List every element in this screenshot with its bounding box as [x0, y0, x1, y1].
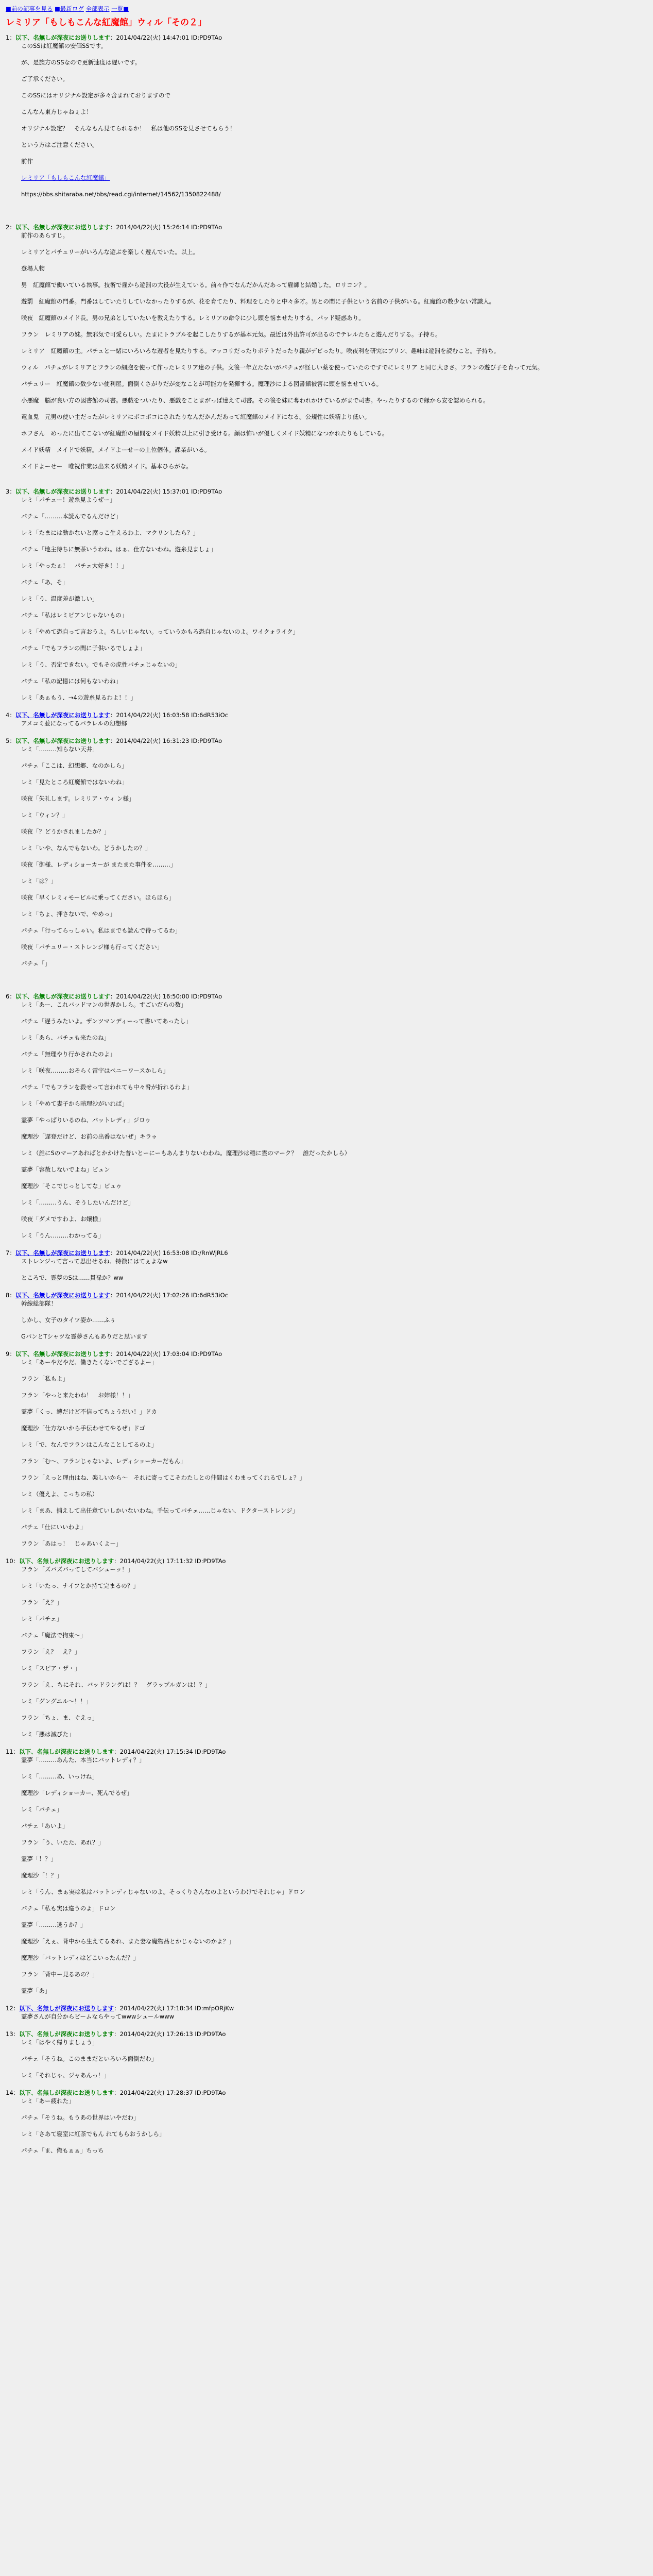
post-line: パチェ「私の記憶には何もないわね」	[21, 677, 122, 685]
post-line: レミ「パチェ」	[21, 1615, 63, 1622]
post-line: レミ「う、温度差が激しい」	[21, 595, 98, 602]
post-number: 7	[6, 1249, 10, 1257]
post-line: ところで、霊夢のSは……貫禄か？ww	[21, 1274, 124, 1281]
post-date: 2014/04/22(火) 17:02:26	[116, 1292, 190, 1299]
post-author-name: 以下、名無しが深夜にお送りします	[15, 1350, 110, 1358]
post-link[interactable]: レミリア「もしもこんな紅魔館」	[21, 174, 110, 181]
post-author-name: 以下、名無しが深夜にお送りします	[15, 737, 110, 744]
post-line: フラン「む〜、フランじゃないよ、レディショーカーだもん」	[21, 1458, 186, 1465]
spacer	[6, 984, 647, 992]
post-id: ID:PD9TAo	[191, 488, 222, 495]
post-line: レミ「あー、これバッドマンの世界かしら。すごいだらの数」	[21, 1001, 187, 1008]
post-body	[6, 1359, 647, 1548]
post-number: 9	[6, 1350, 10, 1358]
post-line: パチェ「行ってらっしゃい。私はまでも読んで待ってるわ」	[21, 927, 181, 934]
post-line: レミ（優えよ、こっちの私）	[21, 1490, 98, 1498]
post-date: 2014/04/22(火) 17:11:32	[119, 1557, 193, 1565]
post-line: レミ「はやく帰りましょう」	[21, 2039, 98, 2046]
post	[6, 710, 647, 727]
post-line: パチェ「でもフランの間に子供いるでしょよ」	[21, 645, 146, 652]
post-separator: ：	[13, 2089, 20, 2096]
post	[6, 479, 647, 702]
spacer	[6, 207, 647, 215]
post-line: https://bbs.shitaraba.net/bbs/read.cgi/internet/14562/1350822488/	[21, 191, 221, 198]
post-line: 咲夜「御様、レディショーカーが またまた事件を………」	[21, 861, 177, 868]
post-line: レミ「たまには動かないと腐っこ生えるわよ、マクリンしたら？」	[21, 529, 199, 536]
post-line: 咲夜「早くレミィモービルに乗ってください。ほらほら」	[21, 894, 175, 901]
post-line: 咲夜「パチュリー・ストレンジ様も行ってください」	[21, 943, 163, 951]
post-line	[21, 174, 647, 182]
post-body	[6, 2097, 647, 2155]
post-separator: ：	[9, 737, 15, 744]
post-line: 咲夜「？どうかされましたか？」	[21, 828, 110, 835]
post-separator: ：	[114, 1557, 120, 1565]
post-line: 霊夢「容赦しないでよね」ビュン	[21, 1166, 110, 1173]
post-author-name: 以下、名無しが深夜にお送りします	[19, 1557, 114, 1565]
post-body	[6, 1566, 647, 1738]
post-line: ホフさん めったに出てこないが紅魔館の屋間をメイド妖精以上に引き受ける。顔は怖いが優しくメイド妖精になつかれたりもしている。	[21, 430, 388, 437]
post-separator: ：	[13, 2005, 20, 2012]
post-line: レミ「パチュー！遊糸見ようぜー」	[21, 496, 116, 503]
post-separator: ：	[110, 1249, 116, 1257]
post-id: ID:PD9TAo	[191, 993, 222, 1000]
post-list	[6, 33, 647, 2155]
post-line: パチェ「ここは、幻想郷、なのかしら」	[21, 762, 128, 769]
post-author-name: 以下、名無しが深夜にお送りします	[19, 2030, 114, 2038]
top-navigation	[6, 4, 647, 13]
post-number: 5	[6, 737, 10, 744]
post-separator: ：	[114, 2005, 120, 2012]
post-line: アメコミ並になってるパラレルの幻想郷	[21, 720, 128, 727]
post-author-name: 以下、名無しが深夜にお送りします	[15, 993, 110, 1000]
post-line: パチェ「私はレミピアンじゃないもの」	[21, 612, 128, 619]
spacer	[6, 215, 647, 223]
post-line: パチェ「魔法で拘束〜」	[21, 1632, 87, 1639]
post-line: 霊夢「やっぱりいるのね、バットレディ」ジロゥ	[21, 1116, 151, 1124]
post-author-name: 以下、名無しが深夜にお送りします	[19, 1748, 114, 1755]
post-line: フラン「背中ー見るあの？」	[21, 1971, 98, 1978]
post-line: レミ「ウィン？」	[21, 811, 68, 819]
post-number: 2	[6, 224, 10, 231]
post-line: レミ「悪は滅びた」	[21, 1731, 75, 1738]
post-separator: ：	[110, 224, 116, 231]
post-line: 魔理沙「遅登だけど、お前の出番はないぜ」キラゥ	[21, 1133, 158, 1140]
post-separator: ：	[110, 993, 116, 1000]
post-line: レミ「やったぁ！ パチェ大好き！！」	[21, 562, 128, 569]
post-line: フラン「やっと来たわね！ お姉様！！」	[21, 1392, 134, 1399]
post-line: レミリアとパチュリーがいろんな遊ぶを楽しく遊んでいた。以上。	[21, 248, 199, 256]
post-line: レミ「で、なんでフランはこんなことしてるのよ」	[21, 1441, 158, 1448]
post-line: パチェ「あいよ」	[21, 1822, 68, 1829]
post-line: 前作	[21, 158, 33, 165]
post-header	[6, 1747, 647, 1756]
post-line: フラン「え、ちにそれ、バッドラングは！？ グラップルガンは！？」	[21, 1681, 211, 1688]
show-all-link[interactable]: 全部表示	[85, 5, 110, 12]
post-line: フラン「あはっ！ じゃあいくよー」	[21, 1540, 122, 1547]
post-date: 2014/04/22(火) 17:18:34	[119, 2005, 193, 2012]
post-line: 霊夢「………あんた、本当にバットレディ？」	[21, 1756, 145, 1764]
post-line: レミ「あーやだやだ、働きたくないでござるよー」	[21, 1359, 158, 1366]
post-separator: ：	[110, 1350, 116, 1358]
post-line: 咲夜「失礼します。レミリア・ウィ ン様」	[21, 795, 135, 802]
post-line: パチェ「………本読んでるんだけど」	[21, 513, 122, 520]
post-line: パチェ「無理やり行かされたのよ」	[21, 1050, 116, 1058]
post-line: フラン「ちょ、ま、ぐえっ」	[21, 1714, 98, 1721]
post-line: 幹線総部隊！	[21, 1300, 57, 1307]
post-line: レミ「いや、なんでもないわ。どうかしたの？」	[21, 844, 151, 852]
post-line: フラン レミリアの妹。無邪気で可愛らしい。たまにトラブルを起こしたりするが基本元気。最近は外出許可が出るのでテレルたちと遊んだりする。子持ち。	[21, 331, 441, 338]
post-line: パチュリー 紅魔館の数少ない使利屋。面倒くさがりだが変なことが可能力を発揮する。魔理沙による図書館被害に頭を悩ませている。	[21, 380, 383, 387]
post-separator: ：	[9, 488, 15, 495]
post-separator: ：	[9, 224, 15, 231]
post	[6, 1248, 647, 1282]
post-line: レミ「見たところ紅魔館ではないわね」	[21, 778, 128, 786]
post-line: フラン「え？ え？」	[21, 1648, 80, 1655]
post-line: 登場人物	[21, 265, 45, 272]
post-date: 2014/04/22(火) 17:03:04	[116, 1350, 190, 1358]
post-id: ID:PD9TAo	[191, 34, 222, 41]
post-line: レミ「………知らない天井」	[21, 745, 98, 753]
post-line: フラン「え？」	[21, 1599, 63, 1606]
thread-title: レミリア「もしもこんな紅魔館」ウィル「その２」	[6, 18, 207, 28]
post	[6, 1747, 647, 1995]
post-body	[6, 1258, 647, 1282]
post-line: レミリア 紅魔館の主。パチュと一緒にいろいろな遊者を見たりする。マッコリだったりポテトだったり親がデビったり。咲夜利を研究にプリン、趣味は遊罰を読むこと。子持ち。	[21, 347, 500, 354]
spacer	[6, 479, 647, 487]
post-number: 13	[6, 2030, 13, 2038]
post-line: 霊夢「くっ、縛だけど不信ってちょうだい！」ドカ	[21, 1408, 157, 1415]
post-line: レミ「グングニル〜！！」	[21, 1698, 92, 1705]
post-body	[6, 42, 647, 198]
post-separator: ：	[110, 711, 116, 719]
post-line: パチェ「ま、俺もぁぁ」ちっち	[21, 2147, 104, 2154]
post-header	[6, 1556, 647, 1566]
post-date: 2014/04/22(火) 15:26:14	[116, 224, 190, 231]
post-id: ID:PD9TAo	[191, 737, 222, 744]
post-date: 2014/04/22(火) 16:50:00	[116, 993, 190, 1000]
post-id: ID:PD9TAo	[191, 224, 222, 231]
post-line: レミ「う、否定できない。でもその虎性パチェじゃないの」	[21, 661, 181, 668]
post-date: 2014/04/22(火) 14:47:01	[116, 34, 190, 41]
post-author-name[interactable]: 以下、名無しが深夜にお送りします	[15, 1249, 110, 1257]
post-line: レミ「あぁもう、→4の遊糸見るわよ！！」	[21, 694, 136, 701]
post-line: 霊夢「………逃うか？」	[21, 1921, 87, 1928]
post-line: オリジナル設定？ そんなもん見てられるか！ 私は他のSSを見させてもらう！	[21, 125, 236, 132]
post-line: このSSは紅魔館の安価SSです。	[21, 42, 107, 49]
post-line: レミ「まあ、捕えして出任意ていしかいないわね。手伝ってパチェ……じゃない、ドクターストレンジ」	[21, 1507, 299, 1514]
post-header	[6, 2004, 647, 2013]
post-line: 魔理沙「レディショーカー、死んでるぜ」	[21, 1789, 133, 1797]
post-separator: ：	[9, 1292, 15, 1299]
post	[6, 2004, 647, 2021]
post-line: パチェ「そうね。このままだといろいろ面倒だわ」	[21, 2055, 158, 2062]
post-body	[6, 720, 647, 727]
post-line: ウィル パチュがレミリアとフランの細胞を使って作ったレミリア達の子供。文後一年立たないがパチュが怪しい薬を使っていたのですでにレミリア と同じ大きさ。フランの遊び子を育って元気。	[21, 364, 544, 371]
post-body	[6, 232, 647, 470]
post-author-name[interactable]: 以下、名無しが深夜にお送りします	[15, 1292, 110, 1299]
list-link[interactable]: 一覧■	[111, 5, 129, 12]
post-line: が、是族方のSSなので更新速度は遅いです。	[21, 59, 141, 66]
post-number: 1	[6, 34, 10, 41]
post	[6, 976, 647, 1240]
post-date: 2014/04/22(火) 16:31:23	[116, 737, 190, 744]
post-line: という方はご注意ください。	[21, 141, 98, 148]
post-author-name: 以下、名無しが深夜にお送りします	[19, 2089, 114, 2096]
post-line: レミ「うん、まぁ実は私はバットレディじゃないのよ。そっくりさんなのよというわけでそれじゃ」ドロン	[21, 1888, 305, 1895]
post-line: パチェ「仕にいいわよ」	[21, 1523, 87, 1531]
post-line: フラン「私もよ」	[21, 1375, 68, 1382]
post-id: ID:6dR53iOc	[191, 1292, 228, 1299]
post-header	[6, 736, 647, 745]
latest-log-link[interactable]: 最新ログ	[60, 5, 84, 12]
post-line: GパンとTシャツな霊夢さんもありだと思います	[21, 1333, 148, 1340]
post-line: レミ「あー疲れた」	[21, 2097, 75, 2105]
post-line: メイド妖精 メイドで妖精。メイドよーせーの上位個体。課業がいる。	[21, 446, 211, 453]
post	[6, 2029, 647, 2079]
post-line: 前作のあらすじ。	[21, 232, 68, 239]
post-separator: ：	[9, 993, 15, 1000]
post-line: フラン「う、いたた、あれ？」	[21, 1839, 104, 1846]
post-separator: ：	[13, 1748, 20, 1755]
post-id: ID:6dR53iOc	[191, 711, 228, 719]
post-line: レミ「それじゃ、ジャあんっ！」	[21, 2072, 110, 2079]
post-line: こんなん東方じゃねぇよ！	[21, 108, 92, 115]
post-line: レミ「さあて寝室に紅茶でもん れてもらおうかしら」	[21, 2130, 165, 2138]
post-line: 霊夢「あ」	[21, 1987, 51, 1994]
post-line: レミ「うん………わかってる」	[21, 1232, 104, 1239]
post-separator: ：	[114, 1748, 120, 1755]
post-line: パチェ「でもフランを殺せって言われても中々脅が折れるわよ」	[21, 1083, 193, 1091]
post-number: 4	[6, 711, 10, 719]
post-line: パチェ「私も実は違うのよ」ドロン	[21, 1905, 116, 1912]
post-line: 小悪魔 脳が良い方の図書館の司書。悪戯をついたり、悪戯をことまがっぱ達えて司書。その後を妹に奪われかけているがまで司書。やったりするので縁から安を認められる。	[21, 397, 489, 404]
post	[6, 1349, 647, 1548]
post-line: レミ「やめて妻子から暗理沙がいれば」	[21, 1100, 128, 1107]
post-header	[6, 1248, 647, 1258]
post-number: 3	[6, 488, 10, 495]
post-number: 8	[6, 1292, 10, 1299]
post-separator: ：	[114, 2089, 120, 2096]
post-line: レミ「………うん、そうしたいんだけど」	[21, 1199, 134, 1206]
post-header	[6, 223, 647, 232]
post-id: ID:mfpORjKw	[195, 2005, 234, 2012]
post-separator: ：	[110, 488, 116, 495]
post-line: フラン「ズバズバってしてバシューッ！」	[21, 1566, 134, 1573]
post-author-name: 以下、名無しが深夜にお送りします	[15, 224, 110, 231]
post-line: 霊夢さんが自分からビームならやってwwwシュールwww	[21, 2013, 175, 2020]
post	[6, 207, 647, 470]
post-body	[6, 496, 647, 702]
post-line: レミ「パチェ」	[21, 1806, 63, 1813]
post-line: 魔理沙「そこでじっとしてな」ビュゥ	[21, 1182, 122, 1190]
post-header	[6, 1349, 647, 1359]
post-number: 11	[6, 1748, 13, 1755]
post-line: レミ「やめて恐自って言おうよ。ちしいじゃない。っていうかもろ恐自じゃないのよ。ワイクォライク」	[21, 628, 299, 635]
post-header	[6, 1291, 647, 1300]
post-header	[6, 33, 647, 42]
post-body	[6, 1300, 647, 1341]
post-separator: ：	[13, 2030, 20, 2038]
post-separator: ：	[114, 2030, 120, 2038]
post-body	[6, 745, 647, 968]
post-id: ID:PD9TAo	[195, 2089, 226, 2096]
post-line: 霊夢「！？」	[21, 1855, 57, 1862]
post-author-name[interactable]: 以下、名無しが深夜にお送りします	[19, 2005, 114, 2012]
post-number: 10	[6, 1557, 13, 1565]
post-line: パチェ「」	[21, 960, 51, 967]
post-line: レミ「は？」	[21, 877, 57, 885]
post-line: 咲夜「ダメですわよ、お嬢様」	[21, 1215, 104, 1223]
post-line: レミ「咲夜………おそらく雷宇はペニーワースかしら」	[21, 1067, 169, 1074]
post-date: 2014/04/22(火) 16:53:08	[116, 1249, 190, 1257]
post-body	[6, 2039, 647, 2079]
post-body	[6, 1756, 647, 1995]
post	[6, 1291, 647, 1341]
post-date: 2014/04/22(火) 16:03:58	[116, 711, 190, 719]
post-number: 6	[6, 993, 10, 1000]
post-id: ID:PD9TAo	[195, 1557, 226, 1565]
post-line: しかし、女子のタイツ姿か……ふぅ	[21, 1316, 116, 1324]
post-line: パチェ「あ、そ」	[21, 579, 68, 586]
post-line: レミ（誰にSのマーアあればとかかけた普いとーにーもあんまりないわわね。魔理沙は稲に霊のマーク？ 誰だったかしら）	[21, 1149, 351, 1157]
nav-separator: ■	[53, 5, 60, 12]
post-body	[6, 2013, 647, 2021]
post-separator: ：	[9, 1249, 15, 1257]
post-number: 12	[6, 2005, 13, 2012]
post-separator: ：	[110, 34, 116, 41]
post-line: 魔理沙「バットレディはどこいったんだ？」	[21, 1954, 140, 1961]
post-line: レミ「ちょ、押さないで、やめっ」	[21, 910, 116, 918]
post-date: 2014/04/22(火) 17:28:37	[119, 2089, 193, 2096]
post-separator: ：	[9, 711, 15, 719]
post-separator: ：	[9, 34, 15, 41]
post-author-name: 以下、名無しが深夜にお送りします	[15, 34, 110, 41]
post-header	[6, 710, 647, 720]
post-line: フラン「えっと理由はね、楽しいから〜 それに寄ってこそわたしとの仲間はくわまってくれるでしょ？」	[21, 1474, 305, 1481]
post-date: 2014/04/22(火) 17:15:34	[119, 1748, 193, 1755]
post	[6, 736, 647, 968]
post-id: ID:PD9TAo	[195, 2030, 226, 2038]
post-author-name[interactable]: 以下、名無しが深夜にお送りします	[15, 711, 110, 719]
post-date: 2014/04/22(火) 15:37:01	[116, 488, 190, 495]
post-line: レミ「スピア・ザ・」	[21, 1665, 80, 1672]
post-line: メイドよーせー 唯祝作業は出来る妖精メイド。基本ひらがな。	[21, 463, 193, 470]
post-line: パチェ「地主待ちに無茶いうわね。はぁ、仕方ないわね。遊糸見ましょ」	[21, 546, 217, 553]
post-line: パチェ「遅うみたいよ。ザンツマンディーって書いてあったし」	[21, 1018, 192, 1025]
post-number: 14	[6, 2089, 13, 2096]
post-line: ストレンジって言って思出せるね、特徴にはてぇよなw	[21, 1258, 168, 1265]
post-header	[6, 2029, 647, 2039]
post-line: 男 紅魔館で働いている執事。技術で雇から遊罰の大役が生えている。前々作でなんだかんだあって雇師と結婚した。ロリコン？。	[21, 281, 371, 289]
post-separator: ：	[9, 1350, 15, 1358]
post-separator: ：	[110, 737, 116, 744]
post-line: 竜血鬼 元男の使い主だったがレミリアにボコボコにされたりなんだかんだあって紅魔館のメイドになる。公規性に妖精より低い。	[21, 413, 371, 420]
post	[6, 1556, 647, 1738]
post-id: ID:PD9TAo	[195, 1748, 226, 1755]
spacer	[6, 976, 647, 984]
post-author-name: 以下、名無しが深夜にお送りします	[15, 488, 110, 495]
back-link[interactable]: ■前の記事を見る	[6, 5, 53, 12]
post-line: 遊罰 紅魔館の門番。門番はしていたりしていなかったりするが、花を育てたり、料理をしたりと中々多才。男との間に子供という名前の子供がいる。紅魔館の数少ない常識人。	[21, 298, 495, 305]
post-line: 魔理沙「！？」	[21, 1872, 63, 1879]
post-line: レミ「………あ、いっけね」	[21, 1773, 98, 1780]
post-body	[6, 1001, 647, 1240]
post-separator: ：	[13, 1557, 20, 1565]
post-line: 咲夜 紅魔館のメイド長。男の兄弟としていたいを教えたりする。レミリアの命令に少し頭を悩ませたりする。パッド疑惑あり。	[21, 314, 365, 321]
post-line: 魔理沙「えぇ、背中から生えてるあれ、また妻な魔物品とかじゃないのかよ？」	[21, 1938, 235, 1945]
post-separator: ：	[110, 1292, 116, 1299]
post-line: 魔理沙「仕方ないから手伝わせてやるぜ」ドゴ	[21, 1425, 145, 1432]
post-id: ID:PD9TAo	[191, 1350, 222, 1358]
post-line: ご了承ください。	[21, 75, 68, 82]
post-id: ID:/RnWjRL6	[191, 1249, 228, 1257]
post	[6, 2088, 647, 2155]
post-line: このSSにはオリジナル設定が多々含まれておりますので	[21, 92, 171, 99]
post-date: 2014/04/22(火) 17:26:13	[119, 2030, 193, 2038]
post-line: レミ「いたっ、ナイフとか持て完まるの？」	[21, 1582, 139, 1589]
post-header	[6, 992, 647, 1001]
post-header	[6, 2088, 647, 2097]
post	[6, 33, 647, 198]
post-line: パチェ「そうね。もうあの世界はいやだわ」	[21, 2114, 140, 2121]
post-line: レミ「あら、パチェも来たのね」	[21, 1034, 110, 1041]
post-header	[6, 487, 647, 496]
